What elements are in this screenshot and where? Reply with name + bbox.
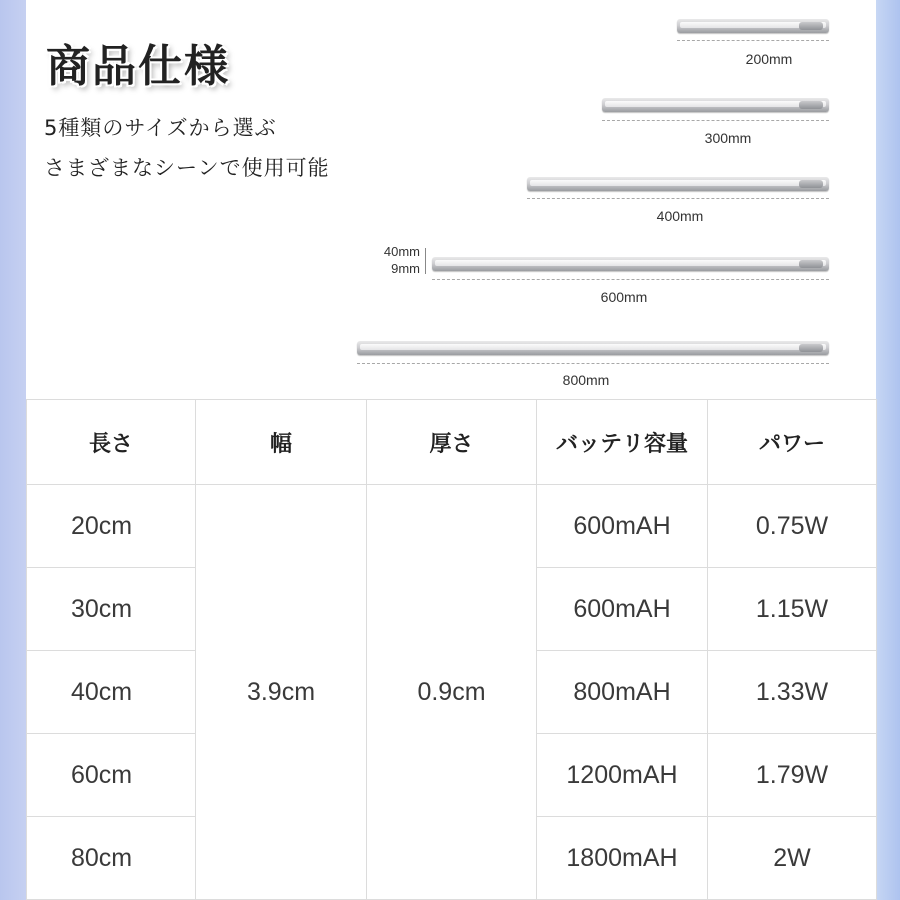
dimension-line: [602, 120, 829, 121]
motion-sensor-icon: [799, 22, 823, 30]
cell-length: 40cm: [27, 651, 196, 734]
length-label-200: 200mm: [745, 51, 793, 67]
cell-thickness: 0.9cm: [367, 485, 537, 900]
length-label-600: 600mm: [600, 289, 648, 305]
motion-sensor-icon: [799, 101, 823, 109]
table-row: [27, 485, 877, 568]
motion-sensor-icon: [799, 180, 823, 188]
light-bar-300: [602, 98, 829, 112]
cell-power: 2W: [708, 817, 877, 900]
dimension-tick: [425, 248, 426, 274]
cell-power: 1.33W: [708, 651, 877, 734]
cell-power: 0.75W: [708, 485, 877, 568]
cell-width: 3.9cm: [196, 485, 367, 900]
header-battery: バッテリ容量: [537, 400, 708, 485]
light-bar-400: [527, 177, 829, 191]
cell-length: 80cm: [27, 817, 196, 900]
spec-table: [26, 399, 877, 900]
cell-battery: 600mAH: [537, 485, 708, 568]
length-label-800: 800mm: [562, 372, 610, 388]
cell-length: 20cm: [27, 485, 196, 568]
length-label-300: 300mm: [704, 130, 752, 146]
subtitle-line-1: 5種類のサイズから選ぶ: [44, 116, 277, 140]
header-power: パワー: [708, 400, 877, 485]
light-bar-800: [357, 341, 829, 355]
cell-length: 30cm: [27, 568, 196, 651]
header-thickness: 厚さ: [367, 400, 537, 485]
cell-battery: 1800mAH: [537, 817, 708, 900]
cell-power: 1.79W: [708, 734, 877, 817]
dimension-line: [432, 279, 829, 280]
cell-battery: 600mAH: [537, 568, 708, 651]
subtitle-line-2: さまざまなシーンで使用可能: [44, 156, 330, 180]
table-header-row: [27, 400, 877, 485]
light-bar-200: [677, 19, 829, 33]
page-title: 商品仕様: [46, 41, 230, 92]
cell-power: 1.15W: [708, 568, 877, 651]
dimension-line: [677, 40, 829, 41]
width-dimension-label: 40mm: [383, 244, 420, 259]
thickness-dimension-label: 9mm: [391, 261, 420, 276]
header-width: 幅: [196, 400, 367, 485]
cell-battery: 1200mAH: [537, 734, 708, 817]
motion-sensor-icon: [799, 260, 823, 268]
length-label-400: 400mm: [656, 208, 704, 224]
dimension-line: [357, 363, 829, 364]
light-bar-600: [432, 257, 829, 271]
header-length: 長さ: [27, 400, 196, 485]
motion-sensor-icon: [799, 344, 823, 352]
cell-battery: 800mAH: [537, 651, 708, 734]
cell-length: 60cm: [27, 734, 196, 817]
dimension-line: [527, 198, 829, 199]
